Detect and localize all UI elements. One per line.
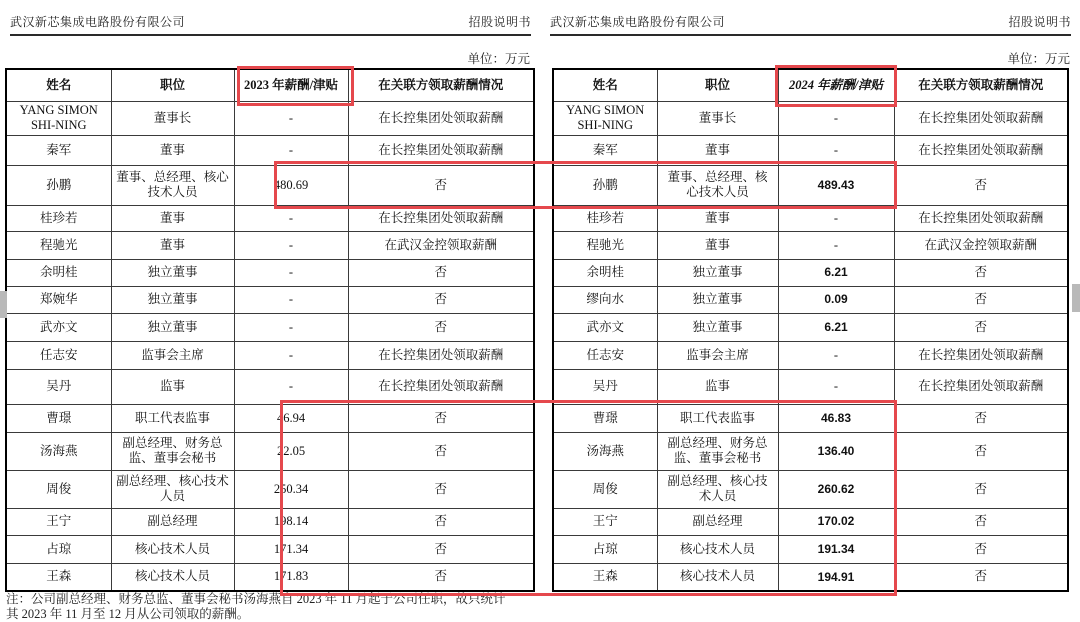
cell-related: 在长控集团处领取薪酬 [894,369,1068,404]
table-row [6,535,534,563]
cell-salary: - [234,101,348,135]
table-row [553,432,1068,470]
footnote [6,592,536,622]
table-row [553,101,1068,135]
right-scrollbar-thumb[interactable] [1072,284,1080,312]
cell-name: 任志安 [553,341,657,369]
table-row [6,205,534,231]
cell-position: 副总经理 [111,508,234,535]
cell-name: YANG SIMON SHI-NING [553,101,657,135]
cell-related: 在长控集团处领取薪酬 [348,341,534,369]
table-row [6,313,534,341]
page-header [10,13,531,36]
cell-salary: 260.62 [778,470,894,508]
cell-position: 监事会主席 [111,341,234,369]
cell-position: 核心技术人员 [657,535,778,563]
cell-name: 周俊 [6,470,111,508]
table-row [6,470,534,508]
cell-related: 否 [894,404,1068,432]
column-header: 2023 年薪酬/津贴 [234,69,348,101]
table-row [6,563,534,591]
cell-position: 监事会主席 [657,341,778,369]
cell-name: 周俊 [553,470,657,508]
cell-name: 王森 [553,563,657,591]
table-row [553,404,1068,432]
footnote-line: 注：公司副总经理、财务总监、董事会秘书汤海燕自 2023 年 11 月起于公司任职，故只统计 [6,592,506,606]
table-row [6,341,534,369]
cell-name: 郑婉华 [6,286,111,313]
cell-salary: - [778,135,894,165]
cell-related: 否 [894,165,1068,205]
cell-position: 董事 [657,231,778,259]
cell-name: 吴丹 [6,369,111,404]
cell-name: 任志安 [6,341,111,369]
cell-salary: - [234,369,348,404]
table-row [553,341,1068,369]
company-name: 武汉新芯集成电路股份有限公司 [10,15,186,29]
table-row [6,369,534,404]
cell-related: 否 [894,313,1068,341]
cell-salary: 250.34 [234,470,348,508]
table-row [553,535,1068,563]
cell-name: 程驰光 [6,231,111,259]
cell-name: 汤海燕 [553,432,657,470]
cell-name: 曹璟 [553,404,657,432]
cell-salary: - [234,341,348,369]
document-type-label: 招股说明书 [1008,15,1071,29]
cell-salary: 46.94 [234,404,348,432]
cell-position: 独立董事 [657,313,778,341]
cell-name: 占琼 [553,535,657,563]
cell-related: 否 [348,470,534,508]
document-page-2024 [540,0,1080,622]
table-row [553,470,1068,508]
cell-salary: - [234,205,348,231]
cell-position: 董事 [657,135,778,165]
cell-position: 核心技术人员 [111,563,234,591]
cell-related: 在长控集团处领取薪酬 [348,135,534,165]
cell-name: 秦军 [553,135,657,165]
cell-name: 孙鹏 [553,165,657,205]
cell-name: 汤海燕 [6,432,111,470]
footnote-line: 其 2023 年 11 月至 12 月从公司领取的薪酬。 [6,607,250,621]
table-row [6,286,534,313]
page-header [550,13,1071,36]
cell-position: 独立董事 [111,286,234,313]
cell-position: 独立董事 [657,286,778,313]
cell-related: 否 [894,286,1068,313]
cell-salary: - [234,231,348,259]
cell-position: 董事、总经理、核心技术人员 [111,165,234,205]
cell-related: 否 [348,404,534,432]
cell-salary: - [778,341,894,369]
cell-related: 在长控集团处领取薪酬 [348,101,534,135]
cell-name: 孙鹏 [6,165,111,205]
cell-name: 吴丹 [553,369,657,404]
cell-name: 桂珍若 [553,205,657,231]
table-row [553,165,1068,205]
cell-related: 否 [348,563,534,591]
cell-name: 余明桂 [553,259,657,286]
cell-salary: - [234,313,348,341]
company-name: 武汉新芯集成电路股份有限公司 [550,15,726,29]
cell-name: 王宁 [6,508,111,535]
table-row [6,165,534,205]
cell-name: 占琼 [6,535,111,563]
cell-position: 核心技术人员 [657,563,778,591]
cell-related: 否 [894,259,1068,286]
cell-related: 否 [348,432,534,470]
cell-salary: - [234,259,348,286]
column-header: 姓名 [553,69,657,101]
cell-name: 武亦文 [553,313,657,341]
table-row [6,135,534,165]
table-row [553,286,1068,313]
cell-position: 职工代表监事 [111,404,234,432]
cell-position: 董事 [111,135,234,165]
cell-related: 否 [348,259,534,286]
cell-salary: - [778,205,894,231]
table-row [553,259,1068,286]
cell-salary: 489.43 [778,165,894,205]
table-row [6,259,534,286]
cell-name: 桂珍若 [6,205,111,231]
cell-position: 副总经理 [657,508,778,535]
table-row [553,135,1068,165]
cell-salary: 171.34 [234,535,348,563]
table-row [6,404,534,432]
cell-position: 董事长 [111,101,234,135]
cell-name: 余明桂 [6,259,111,286]
cell-position: 董事 [657,205,778,231]
cell-related: 在武汉金控领取薪酬 [894,231,1068,259]
unit-label: 单位：万元 [1007,52,1070,66]
cell-salary: 480.69 [234,165,348,205]
cell-related: 否 [348,286,534,313]
cell-related: 否 [894,432,1068,470]
column-header: 在关联方领取薪酬情况 [894,69,1068,101]
cell-name: YANG SIMON SHI-NING [6,101,111,135]
cell-salary: - [778,101,894,135]
cell-salary: 194.91 [778,563,894,591]
column-header: 职位 [111,69,234,101]
cell-position: 董事 [111,231,234,259]
cell-salary: 198.14 [234,508,348,535]
cell-position: 副总经理、财务总监、董事会秘书 [657,432,778,470]
table-row [553,508,1068,535]
cell-related: 在长控集团处领取薪酬 [894,101,1068,135]
compensation-table-2024 [552,68,1069,592]
cell-salary: - [234,286,348,313]
cell-name: 武亦文 [6,313,111,341]
cell-position: 董事、总经理、核心技术人员 [657,165,778,205]
cell-name: 程驰光 [553,231,657,259]
cell-related: 在长控集团处领取薪酬 [894,205,1068,231]
column-header: 职位 [657,69,778,101]
cell-related: 否 [348,508,534,535]
column-header: 姓名 [6,69,111,101]
cell-salary: 0.09 [778,286,894,313]
cell-related: 在长控集团处领取薪酬 [894,135,1068,165]
table-row [553,563,1068,591]
cell-related: 否 [348,165,534,205]
cell-position: 董事 [111,205,234,231]
column-header: 在关联方领取薪酬情况 [348,69,534,101]
table-row [553,313,1068,341]
cell-position: 副总经理、核心技术人员 [657,470,778,508]
cell-related: 否 [894,535,1068,563]
cell-position: 副总经理、财务总监、董事会秘书 [111,432,234,470]
table-row [6,508,534,535]
cell-position: 监事 [111,369,234,404]
cell-salary: 136.40 [778,432,894,470]
compensation-table-2023 [5,68,535,592]
unit-label: 单位：万元 [467,52,530,66]
cell-name: 缪向水 [553,286,657,313]
table-row [553,205,1068,231]
left-scrollbar-thumb[interactable] [0,291,7,318]
cell-salary: 6.21 [778,259,894,286]
cell-position: 核心技术人员 [111,535,234,563]
cell-position: 副总经理、核心技术人员 [111,470,234,508]
cell-related: 在武汉金控领取薪酬 [348,231,534,259]
cell-position: 独立董事 [111,259,234,286]
cell-related: 在长控集团处领取薪酬 [348,205,534,231]
cell-related: 否 [894,508,1068,535]
cell-salary: - [234,135,348,165]
cell-related: 否 [348,535,534,563]
table-row [553,369,1068,404]
cell-salary: 22.05 [234,432,348,470]
column-header: 2024 年薪酬/津贴 [778,69,894,101]
cell-salary: 6.21 [778,313,894,341]
cell-salary: - [778,369,894,404]
cell-position: 职工代表监事 [657,404,778,432]
table-row [6,231,534,259]
table-row [6,432,534,470]
cell-related: 否 [348,313,534,341]
document-type-label: 招股说明书 [468,15,531,29]
cell-name: 王森 [6,563,111,591]
cell-salary: 191.34 [778,535,894,563]
cell-salary: 46.83 [778,404,894,432]
cell-salary: 171.83 [234,563,348,591]
cell-name: 曹璟 [6,404,111,432]
cell-position: 独立董事 [657,259,778,286]
cell-position: 董事长 [657,101,778,135]
cell-name: 王宁 [553,508,657,535]
cell-salary: 170.02 [778,508,894,535]
cell-related: 否 [894,563,1068,591]
cell-position: 独立董事 [111,313,234,341]
cell-name: 秦军 [6,135,111,165]
table-row [553,231,1068,259]
cell-related: 否 [894,470,1068,508]
table-row [6,101,534,135]
cell-related: 在长控集团处领取薪酬 [894,341,1068,369]
cell-position: 监事 [657,369,778,404]
cell-salary: - [778,231,894,259]
cell-related: 在长控集团处领取薪酬 [348,369,534,404]
